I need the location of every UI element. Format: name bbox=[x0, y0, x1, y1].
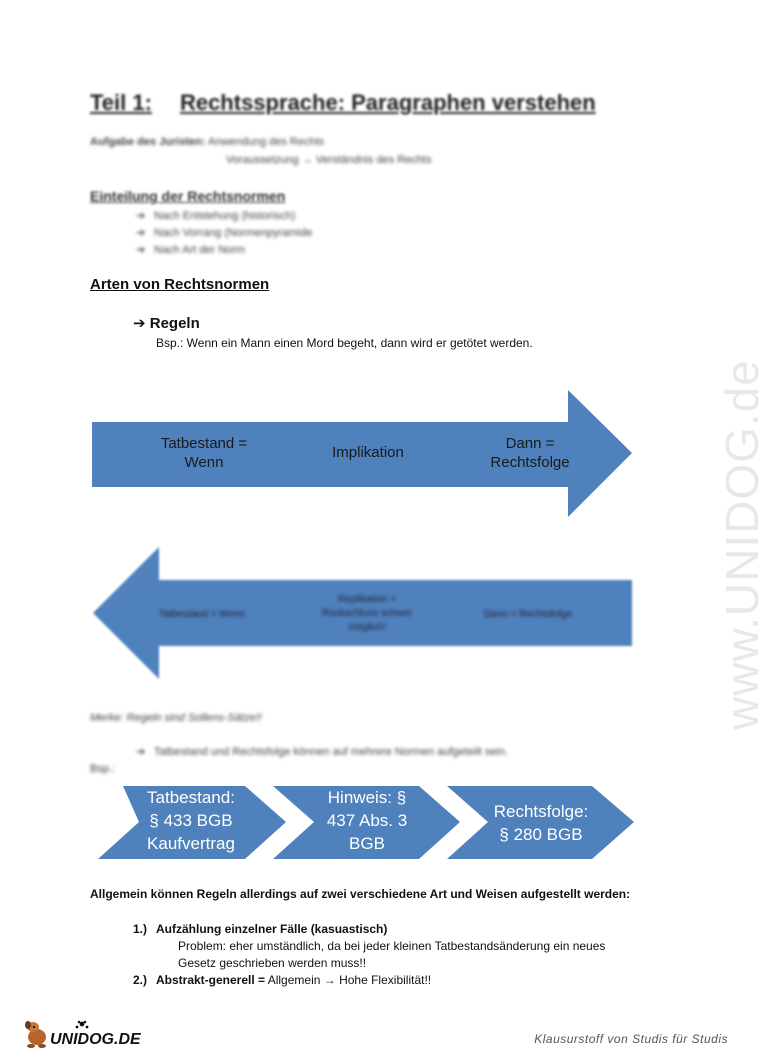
chevron-1-line2: § 433 BGB bbox=[149, 811, 233, 830]
list-item-1-problem-cont: Gesetz geschrieben werden muss!! bbox=[178, 956, 367, 970]
left-arrow-mid-label bbox=[302, 593, 432, 635]
chevron-label-1 bbox=[130, 788, 252, 858]
list-item-2-number: 2.) bbox=[133, 973, 148, 987]
chevron-label-3 bbox=[474, 800, 608, 846]
bullet-arrow-icon: ➔ bbox=[136, 244, 146, 256]
dog-icon bbox=[25, 1021, 46, 1048]
list-item-1-number: 1.) bbox=[133, 922, 148, 936]
bullet-arrow-icon: ➔ bbox=[136, 210, 146, 222]
dann-label: Dann = bbox=[505, 435, 555, 452]
arrow-icon: → bbox=[301, 154, 313, 166]
chevron-2-line2: 437 Abs. 3 bbox=[326, 811, 408, 830]
chevron-2-line1: Hinweis: § bbox=[327, 788, 407, 807]
right-arrow-right-label bbox=[468, 434, 592, 472]
rechtsfolge-label: Rechtsfolge bbox=[490, 454, 570, 471]
regeln-example: Bsp.: Wenn ein Mann einen Mord begeht, dann wird er getötet werden. bbox=[156, 336, 533, 350]
chevron-3-line2: § 280 BGB bbox=[499, 825, 583, 844]
merke-note: Merke: Regeln sind Sollens-Sätze!! bbox=[90, 712, 262, 724]
rueckschluss-label: Rückschluss schwer bbox=[321, 608, 413, 619]
einteilung-item-label: Nach Art der Norm bbox=[154, 244, 246, 256]
einteilung-heading: Einteilung der Rechtsnormen bbox=[90, 188, 286, 204]
footer-tagline: Klausurstoff von Studis für Studis bbox=[534, 1032, 728, 1046]
unidog-logo bbox=[22, 1018, 152, 1050]
left-arrow-left-label: Tatbestand = Wenn bbox=[158, 609, 246, 620]
aufgabe-label: Aufgabe des Juristen: bbox=[90, 136, 206, 148]
allgemein-text: Allgemein können Regeln allerdings auf zwei verschiedene Art und Weisen aufgestellt werden: bbox=[90, 887, 631, 901]
replikation-label: Replikation = bbox=[337, 594, 397, 605]
watermark: www.UNIDOG.de bbox=[716, 359, 768, 730]
voraussetzung-text: Voraussetzung bbox=[226, 154, 299, 166]
list-item-2 bbox=[156, 973, 431, 987]
title-text: Rechtssprache: Paragraphen verstehen bbox=[179, 90, 596, 115]
chevron-1-line3: Kaufvertrag bbox=[147, 834, 235, 853]
bullet-arrow-icon: ➔ bbox=[136, 227, 146, 239]
tatbestand-note bbox=[136, 745, 508, 758]
list-item-2-text: Allgemein → Hohe Flexibilität!! bbox=[265, 973, 432, 987]
moeglich-label: möglich! bbox=[348, 622, 386, 633]
verstaendnis-text: Verständnis des Rechts bbox=[315, 154, 432, 166]
bsp-label: Bsp.: bbox=[90, 763, 116, 775]
list-item-2-title: Abstrakt-generell = bbox=[156, 973, 266, 987]
right-arrow-mid-label: Implikation bbox=[332, 444, 404, 461]
logo-text: UNIDOG.DE bbox=[50, 1031, 141, 1048]
tatbestand-note-text: Tatbestand und Rechtsfolge können auf mehrere Normen aufgeteilt sein. bbox=[154, 746, 509, 758]
tatbestand-label: Tatbestand = bbox=[160, 435, 248, 452]
aufgabe-text: Anwendung des Rechts bbox=[207, 136, 325, 148]
arten-heading: Arten von Rechtsnormen bbox=[90, 276, 270, 293]
regeln-label: Regeln bbox=[149, 315, 200, 332]
list-item-1-problem: Problem: eher umständlich, da bei jeder kleinen Tatbestandsänderung ein neues bbox=[178, 939, 606, 953]
chevron-1-line1: Tatbestand: bbox=[147, 788, 235, 807]
wenn-label: Wenn bbox=[184, 454, 224, 471]
right-arrow-left-label bbox=[142, 434, 266, 472]
arrow-icon: ➔ bbox=[133, 315, 146, 332]
bullet-arrow-icon: ➔ bbox=[136, 746, 146, 758]
einteilung-item-label: Nach Vorrang (Normenpyramide bbox=[154, 227, 313, 239]
paw-icon bbox=[76, 1021, 89, 1029]
chevron-3-line1: Rechtsfolge: bbox=[493, 802, 589, 821]
title-part: Teil 1: bbox=[90, 90, 152, 115]
chevron-2-line3: BGB bbox=[349, 834, 385, 853]
left-arrow-right-label: Dann = Rechtsfolge bbox=[483, 609, 573, 620]
list-item-1-title: Aufzählung einzelner Fälle (kasuastisch) bbox=[156, 922, 388, 936]
einteilung-item-label: Nach Entstehung (historisch) bbox=[154, 210, 296, 222]
chevron-label-2 bbox=[306, 788, 428, 858]
